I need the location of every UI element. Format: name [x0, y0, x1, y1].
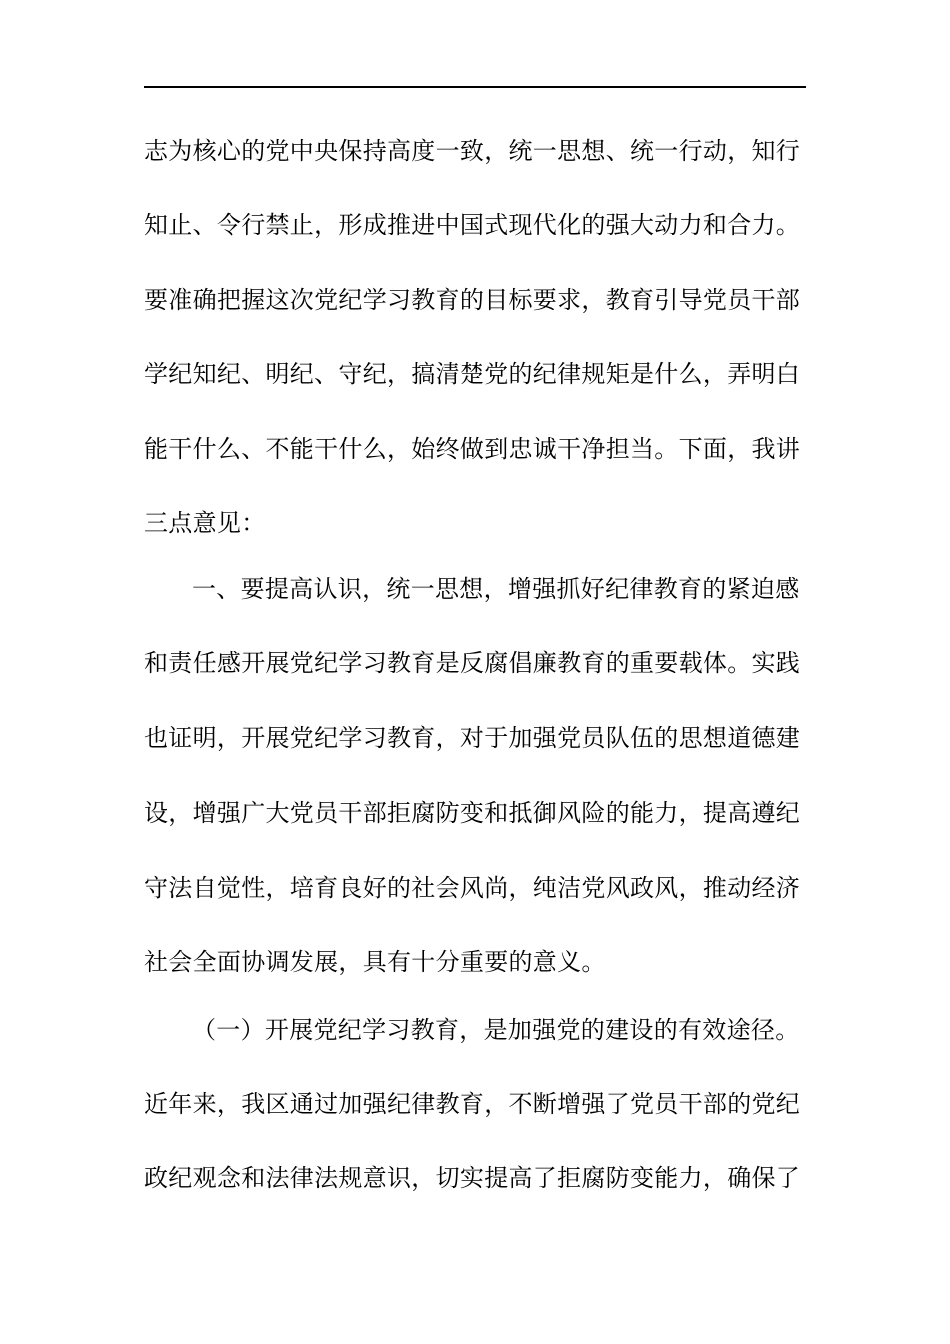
text-line: 知止、令行禁止，形成推进中国式现代化的强大动力和合力。	[144, 211, 801, 239]
text-line: 政纪观念和法律法规意识，切实提高了拒腐防变能力，确保了	[144, 1164, 801, 1192]
text-line: 也证明，开展党纪学习教育，对于加强党员队伍的思想道德建	[144, 724, 801, 752]
text-line: 三点意见：	[144, 509, 266, 537]
text-line: 学纪知纪、明纪、守纪，搞清楚党的纪律规矩是什么，弄明白	[144, 360, 801, 388]
text-line: 设，增强广大党员干部拒腐防变和抵御风险的能力，提高遵纪	[144, 799, 801, 827]
text-line: 和责任感开展党纪学习教育是反腐倡廉教育的重要载体。实践	[144, 649, 801, 677]
text-line: 社会全面协调发展，具有十分重要的意义。	[144, 948, 606, 976]
text-line: 要准确把握这次党纪学习教育的目标要求，教育引导党员干部	[144, 286, 801, 314]
section-heading: 一、要提高认识，统一思想，增强抓好纪律教育的紧迫感	[192, 575, 800, 603]
text-line: 志为核心的党中央保持高度一致，统一思想、统一行动，知行	[144, 137, 801, 165]
subsection-heading: （一）开展党纪学习教育，是加强党的建设的有效途径。	[192, 1016, 800, 1044]
text-line: 近年来，我区通过加强纪律教育，不断增强了党员干部的党纪	[144, 1090, 801, 1118]
text-line: 能干什么、不能干什么，始终做到忠诚干净担当。下面，我讲	[144, 435, 801, 463]
text-line: 守法自觉性，培育良好的社会风尚，纯洁党风政风，推动经济	[144, 874, 801, 902]
header-rule	[144, 86, 806, 88]
